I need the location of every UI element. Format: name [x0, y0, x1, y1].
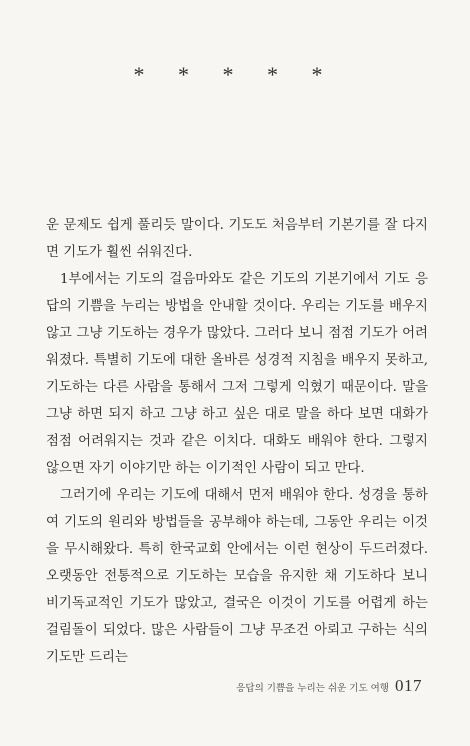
section-divider: * * * * * [133, 62, 337, 87]
page-number: 017 [395, 676, 422, 695]
body-text [46, 212, 428, 671]
paragraph: 그러기에 우리는 기도에 대해서 먼저 배워야 한다. 성경을 통하여 기도의 원리와 방법들을 공부해야 하는데, 그동안 우리는 이것을 무시해왔다. 특히 한국교회 안에서는 이런 현상이 두드러졌다. 오랫동안 전통적으로 기도하는 모습을 유지한 채 기도하다 보니 비기독교적인 기도가 많았고, 결국은 이것이 기도를 어렵게 하는 걸림돌이 되었다. 많은 사람들이 그냥 무조건 아뢰고 구하는 식의 기도만 드리는 [46, 488, 428, 665]
page-footer [236, 676, 422, 696]
paragraph-continuation: 운 문제도 쉽게 풀리듯 말이다. 기도도 처음부터 기본기를 잘 다지면 기도가 훨씬 쉬워진다. [46, 218, 428, 260]
paragraph: 1부에서는 기도의 걸음마와도 같은 기도의 기본기에서 기도 응답의 기쁨을 누리는 방법을 안내할 것이다. 우리는 기도를 배우지 않고 그냥 기도하는 경우가 많았다. 그러다 보니 점점 기도가 어려워졌다. 특별히 기도에 대한 올바른 성경적 지침을 배우지 못하고, 기도하는 다른 사람을 통해서 그저 그렇게 익혔기 때문이다. 말을 그냥 하면 되지 하고 그냥 하고 싶은 대로 말을 하다 보면 대화가 점점 어려워지는 것과 같은 이치다. 대화도 배워야 한다. 그렇지 않으면 자기 이야기만 하는 이기적인 사람이 되고 만다. [46, 272, 428, 476]
running-title: 응답의 기쁨을 누리는 쉬운 기도 여행 [236, 683, 389, 694]
